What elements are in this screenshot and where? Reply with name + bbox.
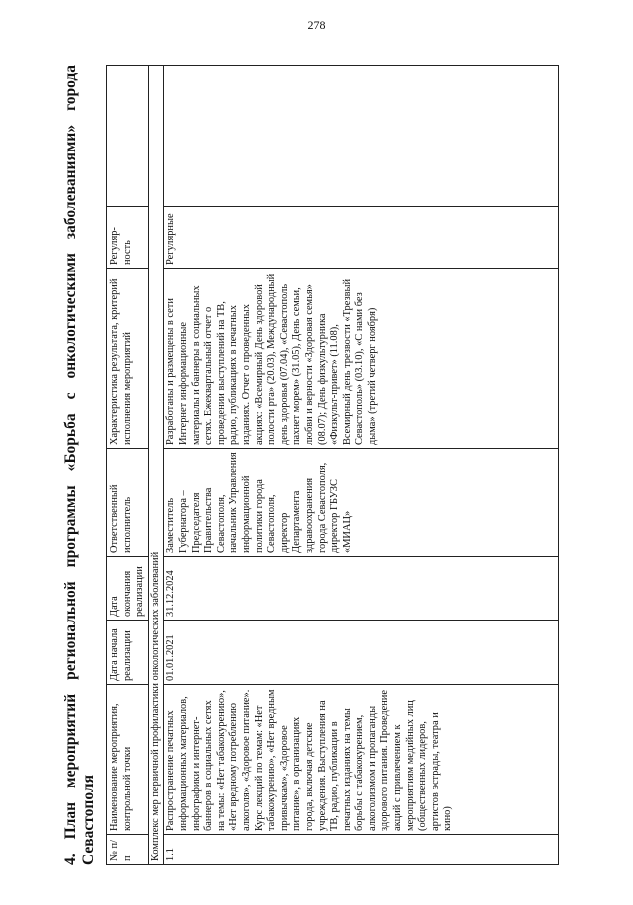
section-heading <box>62 65 98 865</box>
section-title: Комплекс мер первичной профилактики онкологических заболеваний <box>148 66 164 865</box>
cell-end-date: 31.12.2024 <box>164 557 559 621</box>
heading-line-2: Севастополя <box>80 775 97 865</box>
heading-line-1: 4. План мероприятий региональной программы «Борьба с онкологическими заболеваниями» города <box>62 65 79 865</box>
header-name: Наименование мероприятия, контрольной точки <box>107 685 149 835</box>
action-plan-table <box>106 65 559 865</box>
cell-empty <box>164 66 559 207</box>
cell-regularity: Регулярные <box>164 207 559 269</box>
table-header-row <box>107 66 149 865</box>
cell-number: 1.1 <box>164 835 559 865</box>
header-responsible: Ответственный исполнитель <box>107 449 149 557</box>
header-empty <box>107 66 149 207</box>
header-result: Характеристика результата, критерий исполнения мероприятий <box>107 269 149 449</box>
header-end-date: Дата окончания реализации <box>107 557 149 621</box>
cell-responsible: Заместитель Губернатора – Председателя Правительства Севастополя, начальник Управления информационной политики города Севастополя, директор Департамента здравоохранения города Севастополя, директор ГБУЗС «МИАЦ» <box>164 449 559 557</box>
section-row <box>148 66 164 865</box>
cell-start-date: 01.01.2021 <box>164 621 559 685</box>
table-row <box>164 66 559 865</box>
cell-name: Распространение печатных информационных материалов, инфографики и интернет-баннеров в социальных сетях на темы: «Нет табакокурению», «Нет вредному потреблению алкоголя», «Здоровое питание». Курс лекций по темам: «Нет табакокурению», «Нет вредным привычкам», «Здоровое питание», в организациях города, включая детские учреждения. Выступления на ТВ, радио, публикации в печатных изданиях на темы борьбы с табакокурением, алкоголизмом и пропаганды здорового питания. Проведение акций с привлечением к мероприятиям медийных лиц (общественных лидеров, артистов эстрады, театра и кино) <box>164 685 559 835</box>
page-number: 278 <box>307 18 326 32</box>
header-number: № п/п <box>107 835 149 865</box>
header-start-date: Дата начала реализации <box>107 621 149 685</box>
header-regularity: Регуляр-ность <box>107 207 149 269</box>
cell-result: Разработаны и размещены в сети Интернет информационные материалы и баннеры в социальных сетях. Ежеквартальный отчет о проведении выступлений на ТВ, радио, публикациях в печатных изданиях. Отчет о проведенных акциях: «Всемирный День здоровой полости рта» (20.03), Международный день здоровья (07.04), «Севастополь пахнет морем» (31.05), День семьи, любви и верности «Здоровая семья» (08.07); День физкультурника «Физкульт-привет» (11.08), Всемирный день трезвости «Трезвый Севастополь» (03.10), «С нами без дыма» (третий четверг ноября) <box>164 269 559 449</box>
landscape-page-content <box>62 55 622 875</box>
